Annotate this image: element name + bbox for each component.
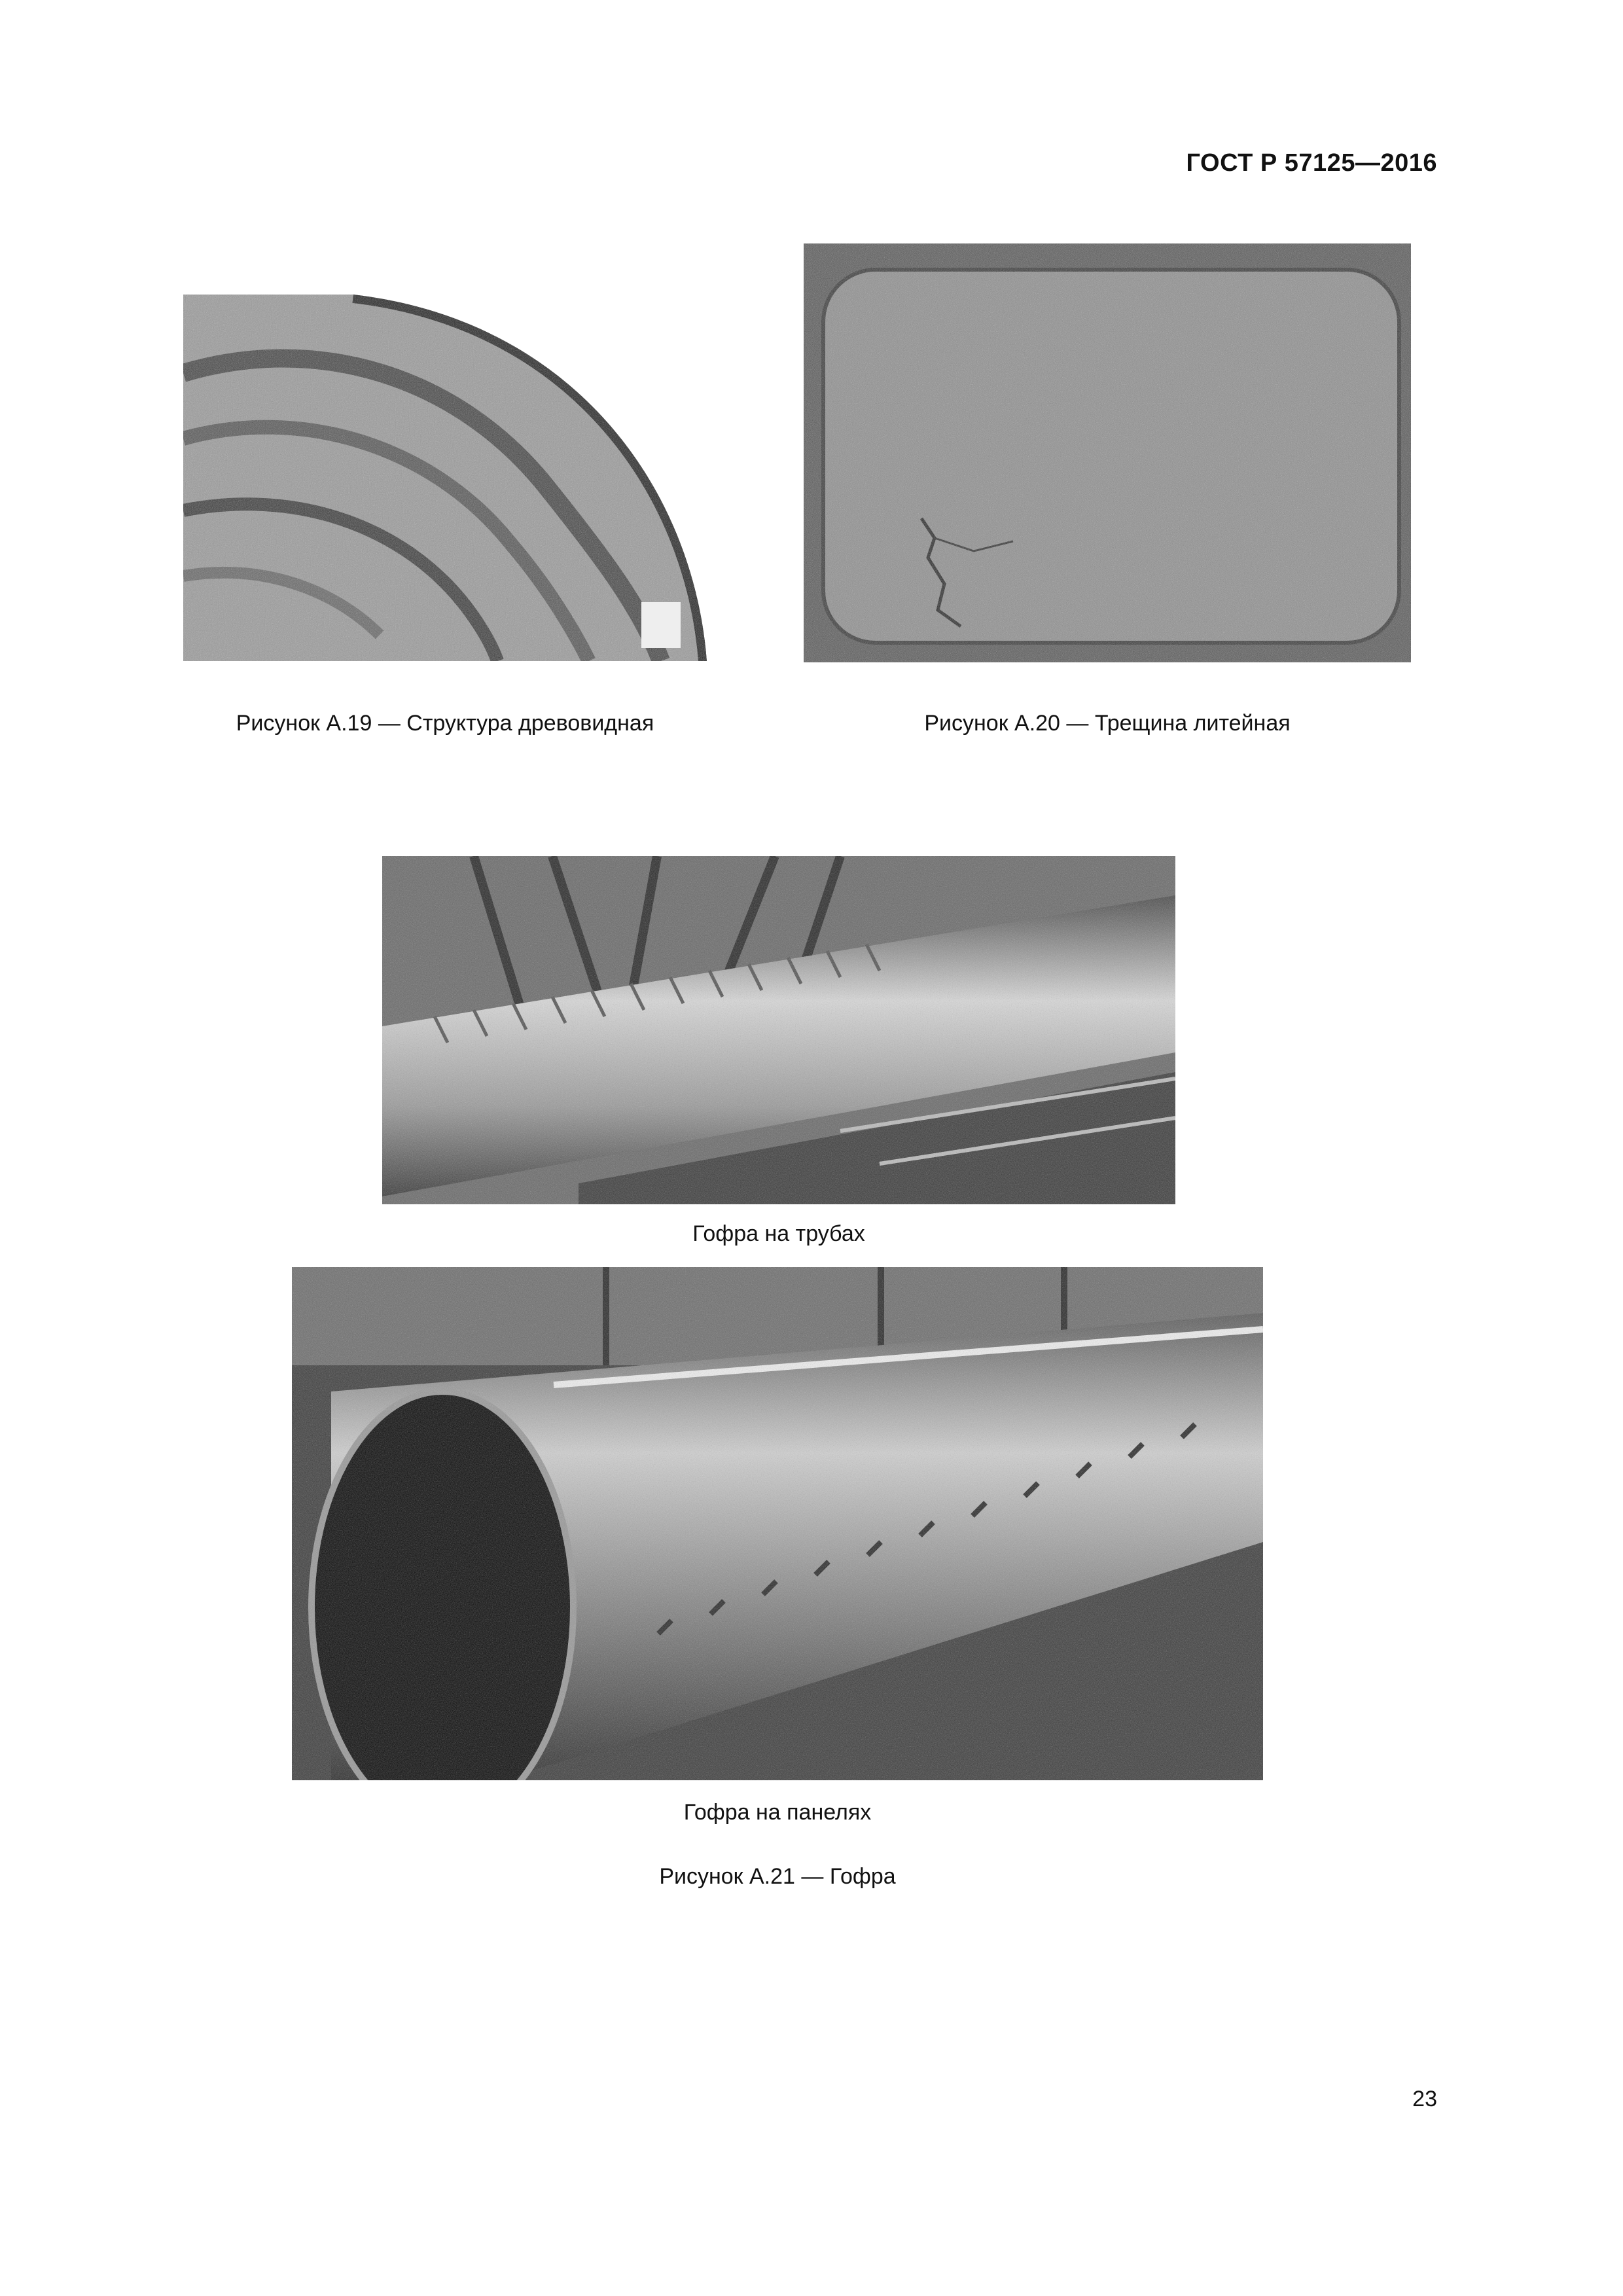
figure-a21-caption: Рисунок А.21 — Гофра bbox=[659, 1864, 896, 1889]
figure-a19-caption: Рисунок А.19 — Структура древовидная bbox=[236, 711, 654, 736]
document-header: ГОСТ Р 57125—2016 bbox=[1186, 149, 1437, 177]
figure-a21-sub2-caption: Гофра на панелях bbox=[683, 1800, 872, 1825]
figure-a19-photo bbox=[183, 295, 707, 661]
casting-crack-image bbox=[804, 243, 1411, 662]
figure-a20-caption: Рисунок А.20 — Трещина литейная bbox=[924, 711, 1291, 736]
page-number: 23 bbox=[1412, 2087, 1437, 2111]
pipe-corrugation-image bbox=[382, 856, 1175, 1204]
figure-a20-photo bbox=[804, 243, 1411, 662]
figure-a21-pipes-photo bbox=[382, 856, 1175, 1204]
dendritic-structure-image bbox=[183, 295, 707, 661]
figure-a21-panels-photo bbox=[292, 1267, 1263, 1780]
figure-a21-sub1-caption: Гофра на трубах bbox=[692, 1221, 865, 1246]
panel-corrugation-image bbox=[292, 1267, 1263, 1780]
